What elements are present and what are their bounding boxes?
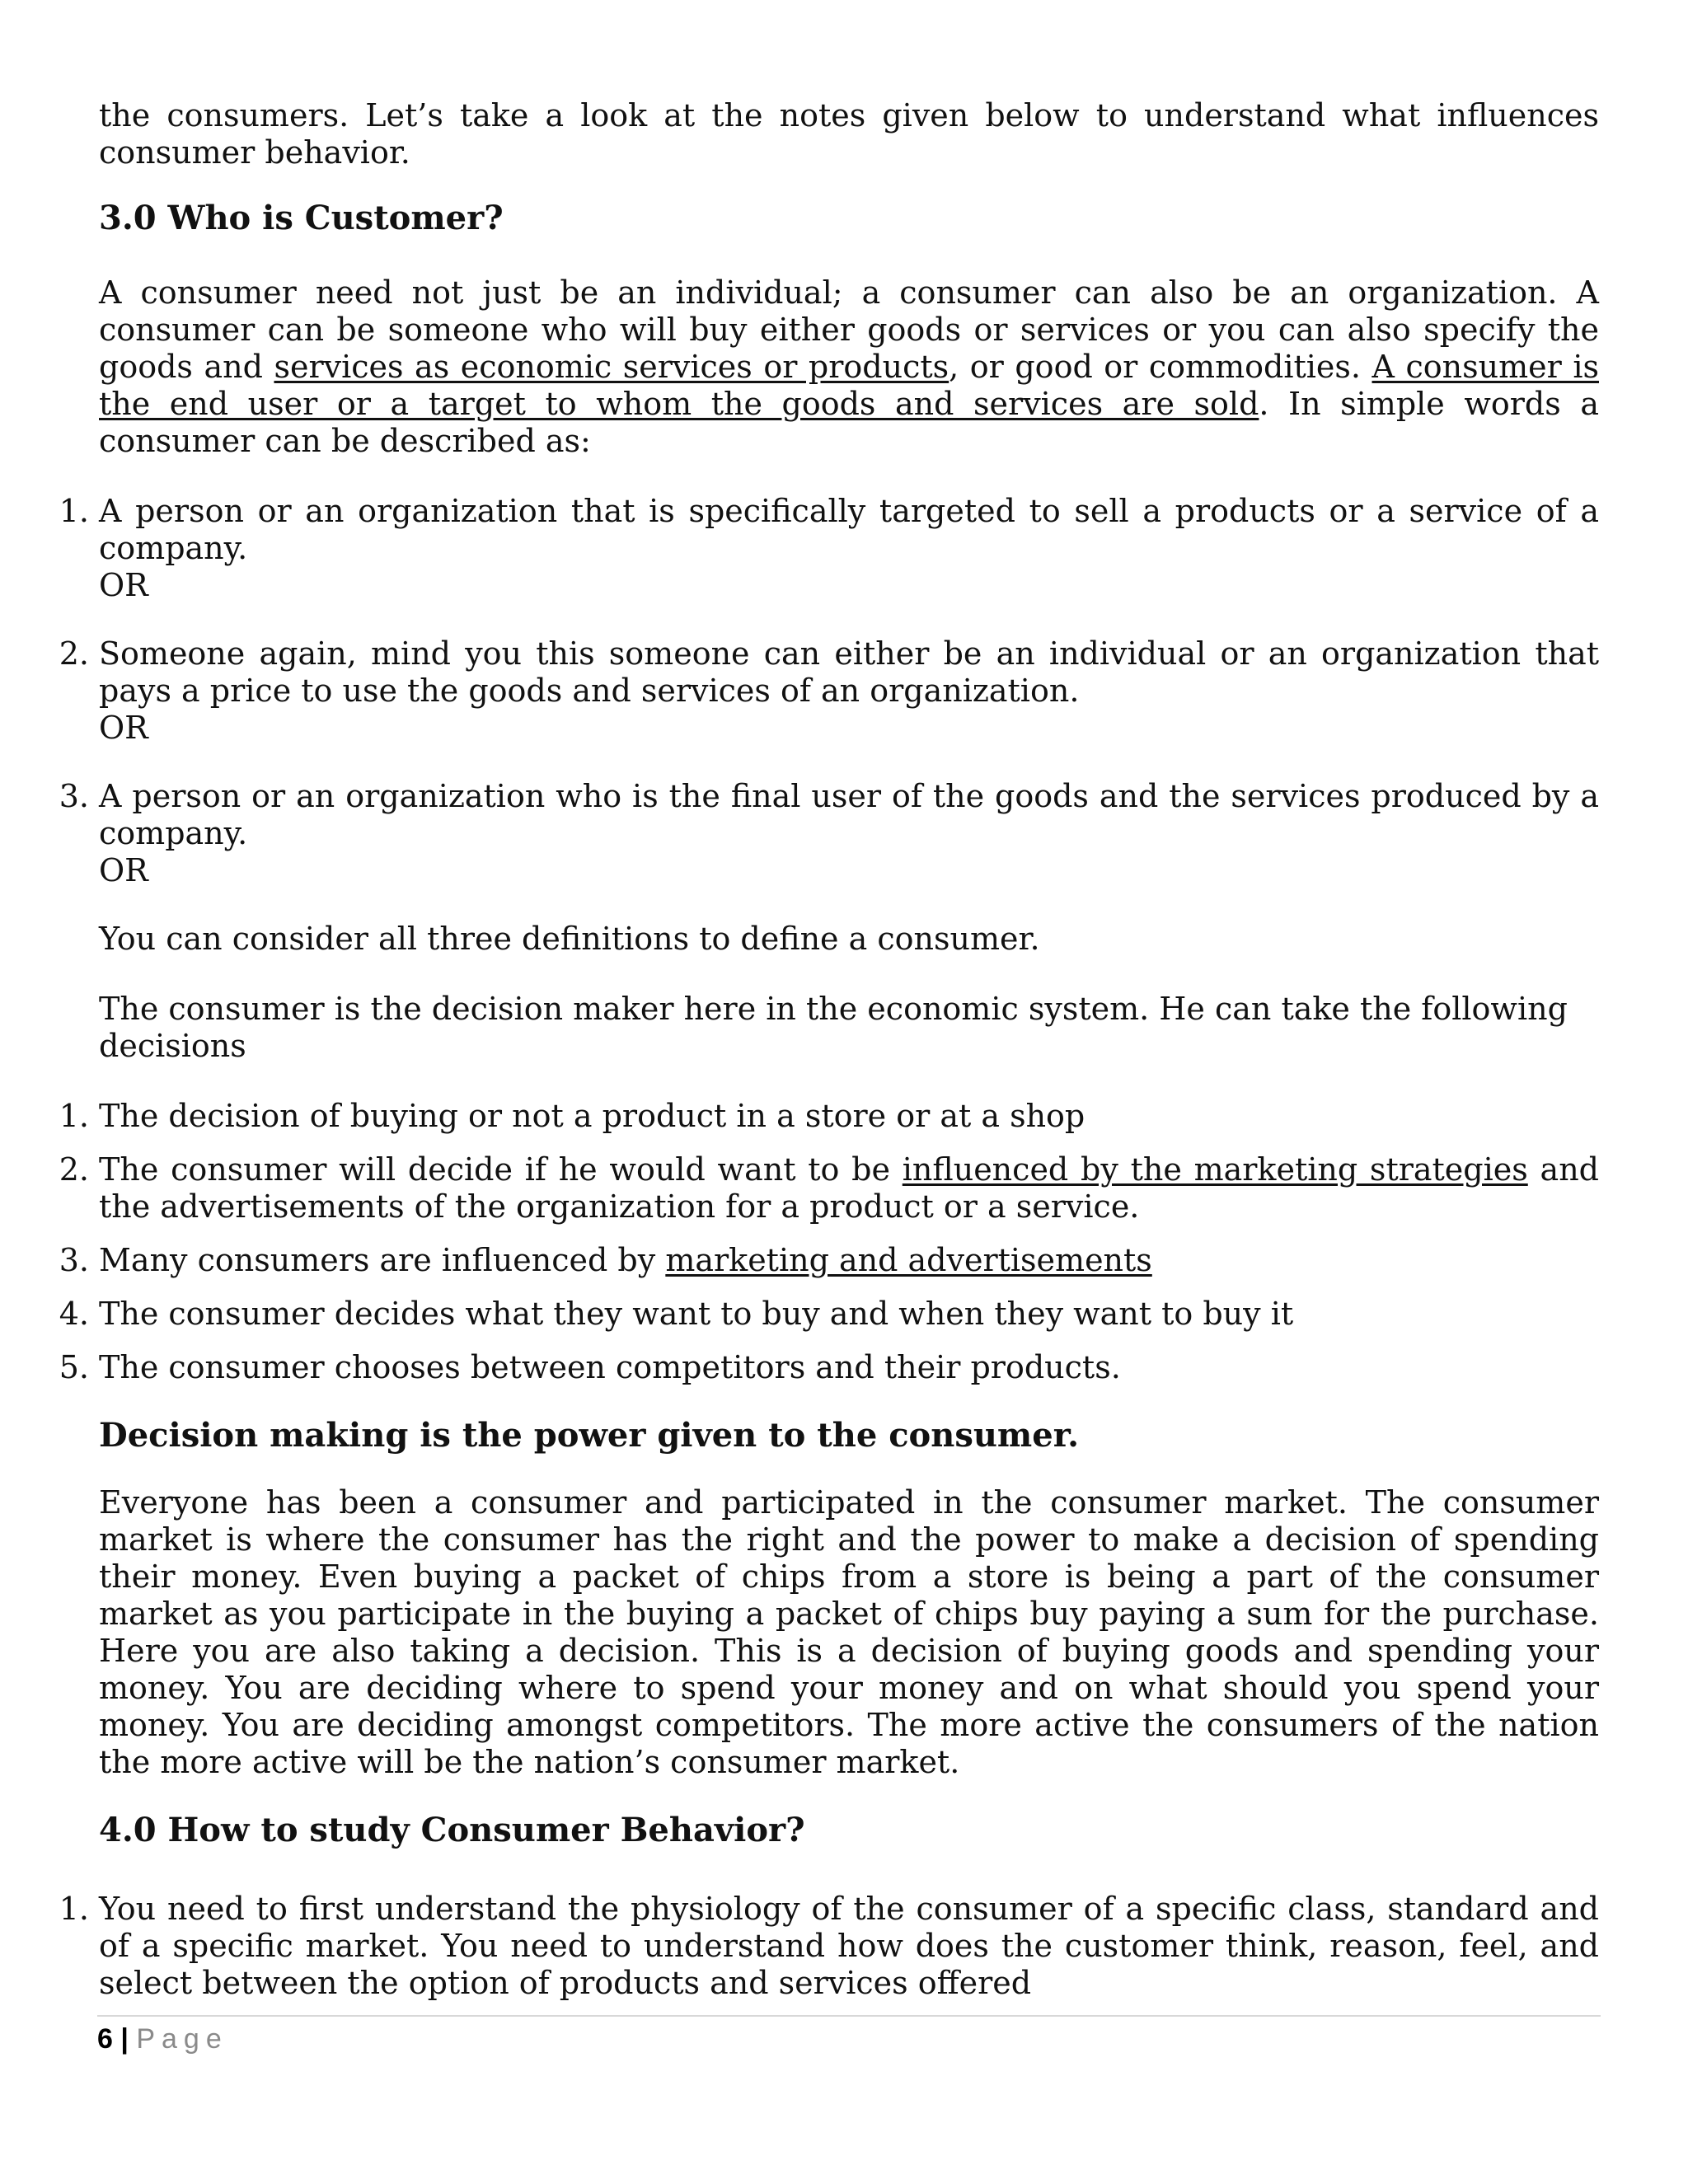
list-number: 5. [59,1349,89,1385]
list-text-part: and the advertisements of the organization for a product or a service. [99,1151,1599,1225]
list-number: 1. [59,1098,89,1134]
list-item-text [99,1242,1599,1279]
list-number: 4. [59,1296,89,1332]
list-number: 1. [59,493,89,529]
list-item [59,1296,1599,1333]
consumer-market-paragraph: Everyone has been a consumer and participated in the consumer market. The consumer market is where the consumer has the right and the power to make a decision of spending their money. Even buying a packet of chips from a store is being a part of the consumer market as you participate in the buying a packet of chips buy paying a sum for the purchase. Here you are also taking a decision. This is a decision of buying goods and spending your money. You are deciding where to spend your money and on what should you spend your money. You are deciding amongst competitors. The more active the consumers of the nation the more active will be the nation’s consumer market. [99,1484,1599,1780]
page-label: Page [136,2023,228,2055]
document-page [59,97,1599,2002]
decision-intro-paragraph: The consumer is the decision maker here in the economic system. He can take the following decisions [99,991,1568,1064]
or-separator: OR [99,852,148,888]
list-item-text: You need to first understand the physiology of the consumer of a specific class, standard and of a specific market. You need to understand how does the customer think, reason, feel, and select between the option of products and services offered [99,1891,1599,2001]
list-item [59,1098,1599,1135]
list-text-part: The consumer will decide if he would want to be [99,1151,903,1188]
list-item [59,1891,1599,2002]
paragraph-text: A consumer need not just be an individual; a consumer can also be an organization. A consumer can be someone who will buy either goods or services or you can also specify the goods and [99,274,1599,385]
list-item [59,493,1599,604]
footer-separator: | [120,2023,129,2055]
list-item-text: The consumer chooses between competitors and their products. [99,1349,1121,1385]
footer-divider [97,2015,1601,2017]
list-item [59,1349,1599,1386]
list-text-part: Many consumers are influenced by [99,1242,666,1278]
underlined-phrase-marketing-strategies: influenced by the marketing strategies [902,1151,1528,1188]
section-4-heading: 4.0 How to study Consumer Behavior? [99,1811,805,1849]
or-separator: OR [99,710,148,746]
definitions-list [59,493,1599,889]
list-item-text: A person or an organization that is specifically targeted to sell a products or a service of a company. [99,493,1599,566]
list-number: 2. [59,635,89,672]
list-item-text: The consumer decides what they want to buy and when they want to buy it [99,1296,1294,1332]
list-item [59,635,1599,747]
list-number: 3. [59,778,89,814]
list-item-text [99,1151,1599,1226]
consumer-definition-paragraph [99,274,1599,460]
underlined-phrase-services: services as economic services or products [274,349,950,385]
page-number: 6 [97,2023,113,2055]
list-item [59,1151,1599,1226]
underlined-phrase-marketing-advertisements: marketing and advertisements [665,1242,1152,1278]
underlined-phrase-end-user: A consumer is the end user or a target to whom the goods and services are sold [99,349,1599,422]
paragraph-text: . In simple words a consumer can be described as: [99,386,1599,459]
study-steps-list [59,1891,1599,2002]
decision-making-subheading: Decision making is the power given to the consumer. [99,1416,1080,1455]
list-item [59,778,1599,889]
consider-paragraph: You can consider all three definitions to define a consumer. [99,921,1040,957]
paragraph-text: , or good or commodities. [949,349,1372,385]
list-number: 2. [59,1151,89,1188]
decisions-list [59,1098,1599,1386]
list-number: 1. [59,1891,89,1927]
or-separator: OR [99,567,148,603]
section-3-heading: 3.0 Who is Customer? [99,199,504,237]
intro-paragraph: the consumers. Let’s take a look at the notes given below to understand what influences consumer behavior. [99,97,1599,171]
page-footer [97,2021,228,2057]
list-item-text: A person or an organization who is the final user of the goods and the services produced by a company. [99,778,1599,851]
list-number: 3. [59,1242,89,1278]
list-item-text: Someone again, mind you this someone can either be an individual or an organization that pays a price to use the goods and services of an organization. [99,635,1599,709]
list-item-text: The decision of buying or not a product in a store or at a shop [99,1098,1085,1134]
list-item [59,1242,1599,1279]
